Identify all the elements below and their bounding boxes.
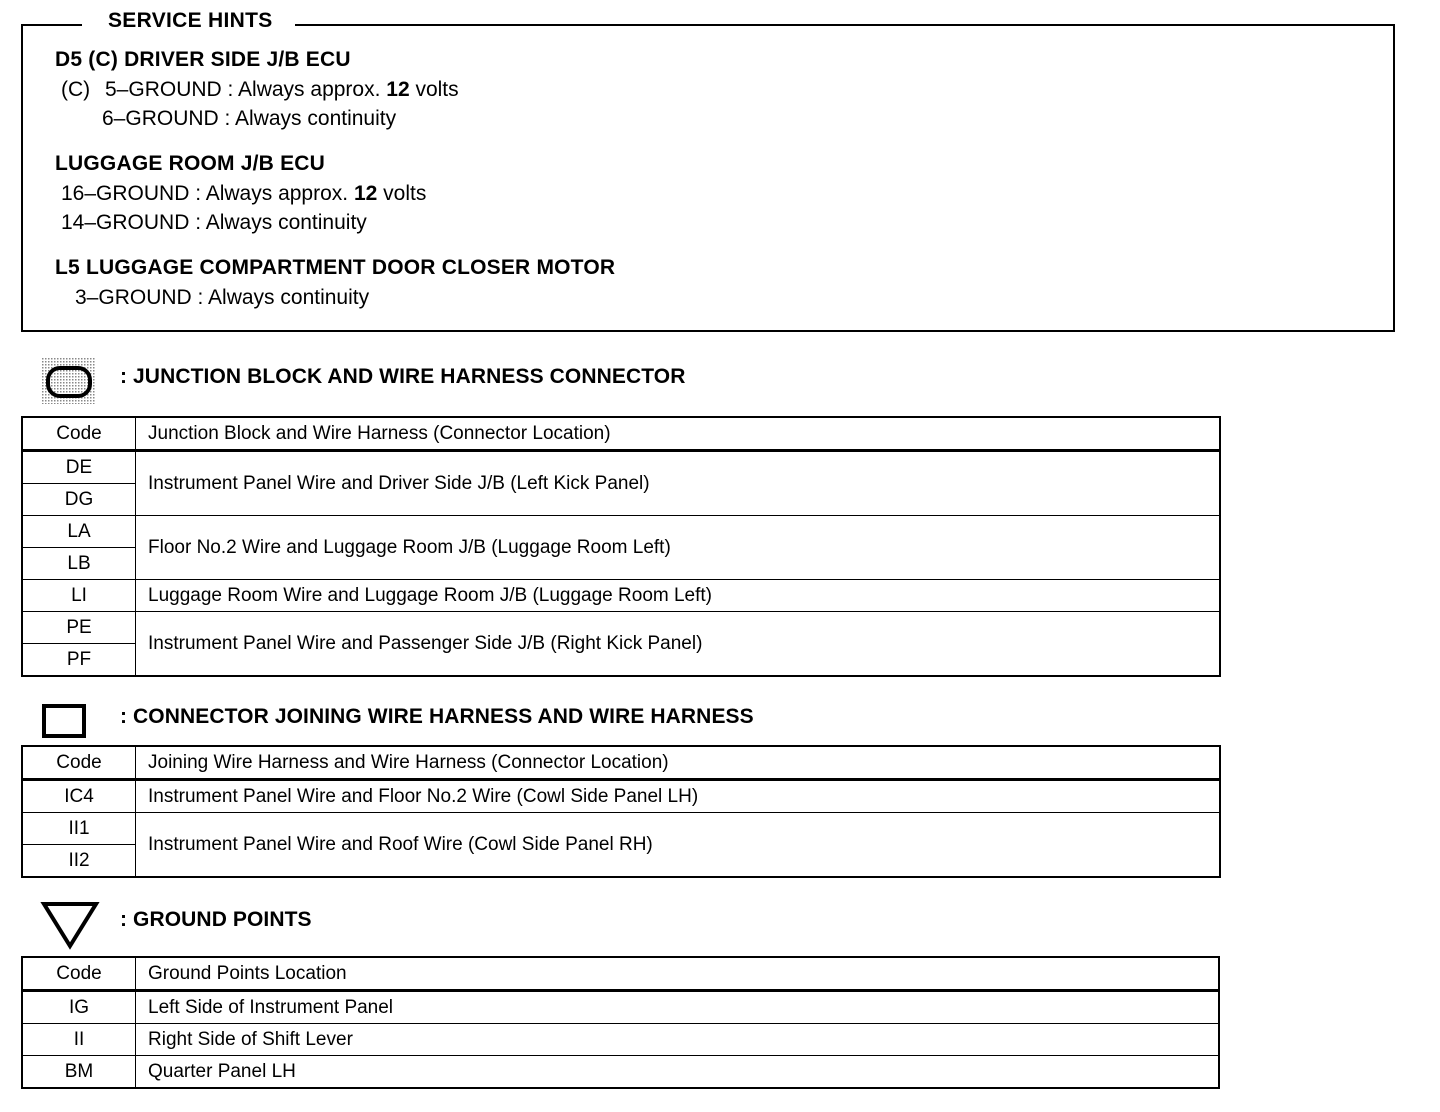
code-cell: BM (22, 1056, 136, 1089)
hint-heading-luggage-jb: LUGGAGE ROOM J/B ECU (55, 152, 326, 175)
hint-value: 12 (353, 182, 378, 205)
hint-text: 14–GROUND : Always continuity (61, 211, 367, 234)
code-cell: II (22, 1024, 136, 1056)
desc-cell: Left Side of Instrument Panel (136, 991, 1220, 1024)
hint-text: 16–GROUND : Always approx. (61, 182, 354, 205)
hint-line (55, 104, 615, 133)
table-row (22, 1056, 1219, 1089)
desc-cell: Luggage Room Wire and Luggage Room J/B (Luggage Room Left) (136, 580, 1221, 612)
header-code: Code (22, 417, 136, 451)
code-cell: DG (22, 484, 136, 516)
header-desc: Junction Block and Wire Harness (Connector Location) (136, 417, 1221, 451)
code-cell: LB (22, 548, 136, 580)
connector-box-icon (42, 704, 86, 738)
hint-line (55, 283, 615, 312)
header-desc: Ground Points Location (136, 957, 1220, 991)
header-code: Code (22, 746, 136, 780)
code-cell: IG (22, 991, 136, 1024)
table-header-row (22, 746, 1220, 780)
header-desc: Joining Wire Harness and Wire Harness (Connector Location) (136, 746, 1221, 780)
desc-cell: Floor No.2 Wire and Luggage Room J/B (Luggage Room Left) (136, 516, 1221, 580)
code-cell: DE (22, 451, 136, 484)
ground-points-table (21, 956, 1220, 1089)
hint-value: 12 (386, 78, 410, 101)
desc-cell: Instrument Panel Wire and Floor No.2 Wire (Cowl Side Panel LH) (136, 780, 1221, 813)
ground-points-heading: : GROUND POINTS (120, 908, 312, 931)
code-cell: LA (22, 516, 136, 548)
hint-suffix: volts (377, 182, 427, 205)
ground-triangle-icon (40, 900, 100, 950)
junction-block-heading: : JUNCTION BLOCK AND WIRE HARNESS CONNECTOR (120, 365, 686, 388)
table-row (22, 516, 1220, 548)
desc-cell: Instrument Panel Wire and Driver Side J/B (Left Kick Panel) (136, 451, 1221, 516)
code-cell: LI (22, 580, 136, 612)
header-code: Code (22, 957, 136, 991)
code-cell: II2 (22, 845, 136, 878)
hint-text: 3–GROUND : Always continuity (75, 286, 370, 309)
service-hints-content (55, 44, 615, 312)
hint-heading-door-closer: L5 LUGGAGE COMPARTMENT DOOR CLOSER MOTOR (55, 256, 616, 279)
table-row (22, 451, 1220, 484)
code-cell: II1 (22, 813, 136, 845)
hint-prefix: (C) (61, 78, 91, 101)
table-row (22, 612, 1220, 644)
hint-suffix: volts (409, 78, 459, 101)
hint-text: 6–GROUND : Always continuity (102, 107, 397, 130)
table-row (22, 813, 1220, 845)
hint-text: 5–GROUND : Always approx. (105, 78, 387, 101)
code-cell: PF (22, 644, 136, 677)
hint-line (55, 179, 615, 208)
hint-heading-driver-jb: D5 (C) DRIVER SIDE J/B ECU (55, 48, 351, 71)
hint-line (55, 75, 615, 104)
connector-joining-table (21, 745, 1221, 878)
code-cell: IC4 (22, 780, 136, 813)
table-header-row (22, 417, 1220, 451)
hint-line (55, 208, 615, 237)
table-row (22, 1024, 1219, 1056)
table-row (22, 580, 1220, 612)
junction-block-table (21, 416, 1221, 677)
junction-block-icon (42, 358, 96, 404)
code-cell: PE (22, 612, 136, 644)
table-header-row (22, 957, 1219, 991)
desc-cell: Right Side of Shift Lever (136, 1024, 1220, 1056)
connector-joining-heading: : CONNECTOR JOINING WIRE HARNESS AND WIRE HARNESS (120, 705, 754, 728)
table-row (22, 991, 1219, 1024)
service-hints-title: SERVICE HINTS (82, 9, 295, 33)
desc-cell: Instrument Panel Wire and Passenger Side J/B (Right Kick Panel) (136, 612, 1221, 677)
table-row (22, 780, 1220, 813)
desc-cell: Instrument Panel Wire and Roof Wire (Cowl Side Panel RH) (136, 813, 1221, 878)
desc-cell: Quarter Panel LH (136, 1056, 1220, 1089)
